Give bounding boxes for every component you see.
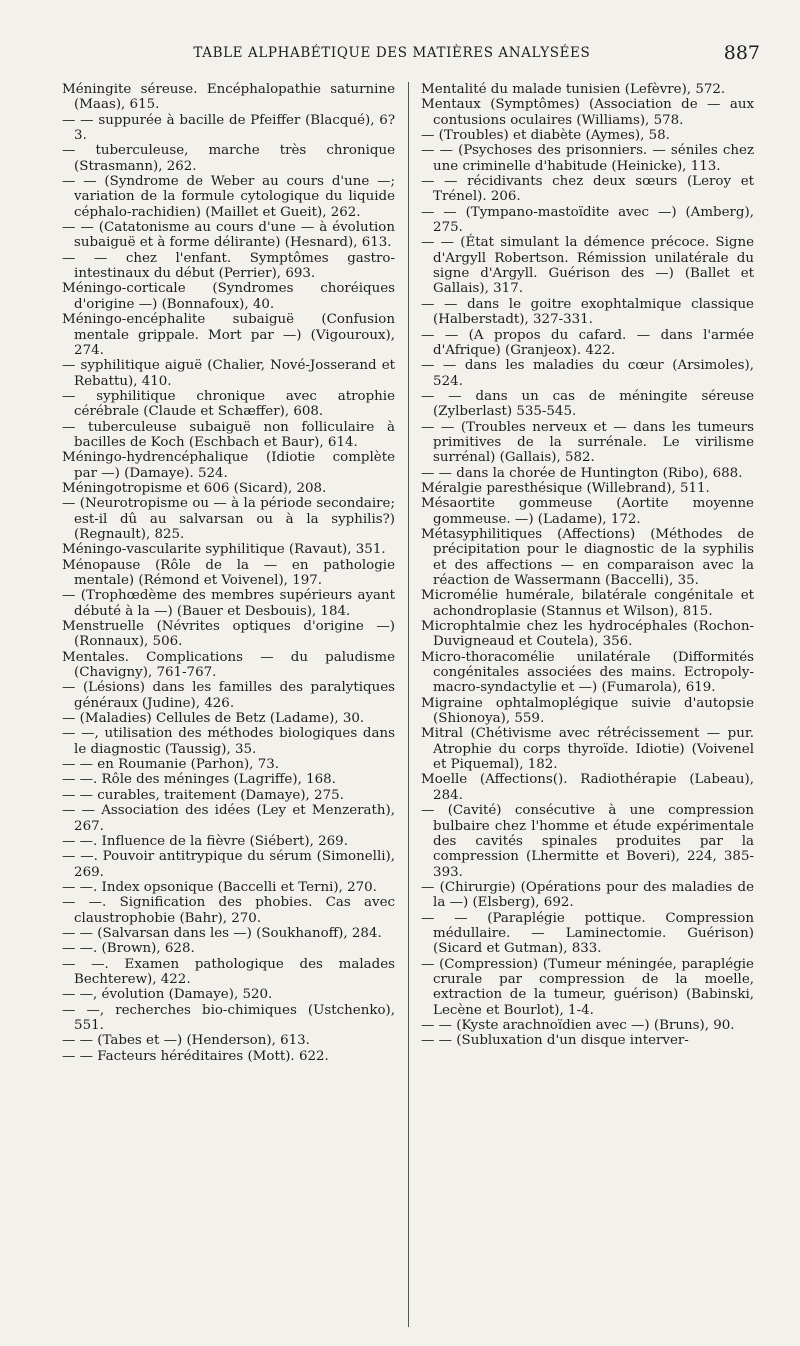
index-entry: Méningo-encéphalite subaiguë (Confusion mentale grippale. Mort par —) (Vigouroux), 274. <box>62 312 395 358</box>
index-entry: — tuberculeuse, marche très chronique (Strasmann), 262. <box>62 143 395 174</box>
index-entry: Méningo-hydrencéphalique (Idiotie complète par —) (Damaye). 524. <box>62 450 395 481</box>
index-entry: — —. Influence de la fièvre (Siébert), 269. <box>62 833 348 849</box>
index-entry: — — (Paraplégie pottique. Compression médullaire. — Laminectomie. Guérison) (Sicard et Gutman), 833. <box>421 910 754 957</box>
index-entry: — —, évolution (Damaye), 520. <box>62 987 273 1003</box>
index-entry: — syphilitique chronique avec atrophie cérébrale (Claude et Schæffer), 608. <box>62 388 395 420</box>
index-entry: — —. Signification des phobies. Cas avec claustrophobie (Bahr), 270. <box>62 895 395 926</box>
index-entry: — — (A propos du cafard. — dans l'armée d'Afrique) (Granjeox). 422. <box>421 327 754 358</box>
left-column <box>62 82 395 1064</box>
index-entry: Menstruelle (Névrites optiques d'origine —) (Ronnaux), 506. <box>62 619 395 650</box>
index-entry: — — suppurée à bacille de Pfeiffer (Blacqué), 6?3. <box>62 112 395 144</box>
index-entry: — — (Subluxation d'un disque interver- <box>421 1033 689 1049</box>
index-entry: Micromélie humérale, bilatérale congénitale et achondroplasie (Stannus et Wilson), 815. <box>421 588 754 619</box>
index-entry: Mentaux (Symptômes) (Association de — aux contusions oculaires (Williams), 578. <box>421 97 754 128</box>
page-header <box>60 38 760 68</box>
index-entry: Ménopause (Rôle de la — en pathologie mentale) (Rémond et Voivenel), 197. <box>62 557 395 588</box>
index-entry: Migraine ophtalmoplégique suivie d'autopsie (Shionoya), 559. <box>421 695 754 727</box>
index-entry: Méralgie paresthésique (Willebrand), 511. <box>421 480 710 496</box>
index-entry: — (Troubles) et diabète (Aymes), 58. <box>421 128 670 144</box>
index-entry: — —. Examen pathologique des malades Bechterew), 422. <box>62 956 395 987</box>
index-entry: Méningo-vascularite syphilitique (Ravaut), 351. <box>62 542 386 558</box>
index-entry: Mentales. Complications — du paludisme (Chavigny), 761-767. <box>62 649 395 681</box>
index-entry: — — dans un cas de méningite séreuse (Zylberlast) 535-545. <box>421 388 754 420</box>
index-entry: Méningotropisme et 606 (Sicard), 208. <box>62 480 327 496</box>
index-entry: — —, utilisation des méthodes biologiques dans le diagnostic (Taussig), 35. <box>62 726 395 757</box>
index-entry: Micro-thoracomélie unilatérale (Difformités congénitales associées des mains. Ectropoly-macro-syndactylie et —) (Fumarola), 619. <box>421 649 754 696</box>
index-entry: Moelle (Affections(). Radiothérapie (Labeau), 284. <box>421 772 754 803</box>
index-entry: Méningo-corticale (Syndromes choréiques d'origine —) (Bonnafoux), 40. <box>62 281 395 312</box>
index-entry: Mésaortite gommeuse (Aortite moyenne gommeuse. —) (Ladame), 172. <box>421 496 754 527</box>
index-entry: Méningite séreuse. Encéphalopathie saturnine (Maas), 615. <box>62 82 395 113</box>
index-entry: — (Cavité) consécutive à une compression bulbaire chez l'homme et étude expérimentale des cavités spinales produites par la compression (Lhermitte et Boveri), 224, 385-393. <box>421 803 754 880</box>
index-entry: — syphilitique aiguë (Chalier, Nové-Josserand et Rebattu), 410. <box>62 358 395 389</box>
index-entry: — — (État simulant la démence précoce. Signe d'Argyll Robertson. Rémission unilatérale du signe d'Argyll. Guérison des —) (Ballet et Gallais), 317. <box>421 235 754 297</box>
index-entry: — — (Kyste arachnoïdien avec —) (Bruns), 90. <box>421 1017 735 1033</box>
index-entry: — (Lésions) dans les familles des paralytiques généraux (Judine), 426. <box>62 680 395 711</box>
index-entry: — — (Syndrome de Weber au cours d'une —; variation de la formule cytologique du liquide céphalo-rachidien) (Maillet et Gueit), 262. <box>62 174 395 220</box>
index-entry: — (Chirurgie) (Opérations pour des maladies de la —) (Elsberg), 692. <box>421 879 754 911</box>
index-entry: — — (Troubles nerveux et — dans les tumeurs primitives de la surrénale. Le virilisme surrénal) (Gallais), 582. <box>421 419 754 466</box>
page-number: 887 <box>723 42 760 64</box>
index-entry: — — dans le goitre exophtalmique classique (Halberstadt), 327-331. <box>421 296 754 328</box>
index-entry: Métasyphilitiques (Affections) (Méthodes de précipitation pour le diagnostic de la syphilis et des affections — en comparaison avec la réaction de Wassermann (Baccelli), 35. <box>421 526 754 588</box>
running-title: TABLE ALPHABÉTIQUE DES MATIÈRES ANALYSÉES <box>193 45 591 61</box>
index-entry: — — curables, traitement (Damaye), 275. <box>62 787 344 803</box>
index-entry: — (Trophœdème des membres supérieurs ayant débuté à la —) (Bauer et Desbouis), 184. <box>62 588 395 619</box>
index-entry: — — (Tympano-mastoïdite avec —) (Amberg), 275. <box>421 204 754 236</box>
index-entry: — — Association des idées (Ley et Menzerath), 267. <box>62 803 395 834</box>
index-entry: — — en Roumanie (Parhon), 73. <box>62 757 279 773</box>
index-entry: — (Compression) (Tumeur méningée, paraplégie crurale par compression de la moelle, extraction de la tumeur, guérison) (Babinski, Lecène et Bourlot), 1-4. <box>421 956 754 1018</box>
index-entry: — — (Psychoses des prisonniers. — séniles chez une criminelle d'habitude (Heinicke), 113. <box>421 143 754 174</box>
index-entry: — — dans les maladies du cœur (Arsimoles), 524. <box>421 358 754 389</box>
index-entry: — (Neurotropisme ou — à la période secondaire; est-il dû au salvarsan ou à la syphilis?) (Regnault), 825. <box>62 496 395 542</box>
index-entry: Mitral (Chétivisme avec rétrécissement — pur. Atrophie du corps thyroïde. Idiotie) (Voivenel et Piquemal), 182. <box>421 726 754 773</box>
index-entry: — — (Salvarsan dans les —) (Soukhanoff), 284. <box>62 925 382 941</box>
index-entry: Microphtalmie chez les hydrocéphales (Rochon-Duvigneaud et Coutela), 356. <box>421 619 754 650</box>
index-entry: — — (Catatonisme au cours d'une — à évolution subaiguë et à forme délirante) (Hesnard), 613. <box>62 220 395 251</box>
index-entry: — tuberculeuse subaiguë non folliculaire à bacilles de Koch (Eschbach et Baur), 614. <box>62 419 395 450</box>
index-entry: — — récidivants chez deux sœurs (Leroy et Trénel). 206. <box>421 174 754 205</box>
index-entry: — —. Pouvoir antitrypique du sérum (Simonelli), 269. <box>62 849 395 880</box>
index-entry: — —. (Brown), 628. <box>62 941 195 957</box>
index-entry: — (Maladies) Cellules de Betz (Ladame), 30. <box>62 711 365 727</box>
index-entry: — —, recherches bio-chimiques (Ustchenko), 551. <box>62 1002 395 1033</box>
index-entry: — —. Rôle des méninges (Lagriffe), 168. <box>62 772 336 788</box>
index-entry: — —. Index opsonique (Baccelli et Terni), 270. <box>62 879 377 895</box>
index-entry: — — dans la chorée de Huntington (Ribo), 688. <box>421 465 743 481</box>
index-entry: — — (Tabes et —) (Henderson), 613. <box>62 1033 310 1049</box>
index-entry: — — Facteurs héréditaires (Mott). 622. <box>62 1048 329 1064</box>
column-divider <box>408 82 409 1327</box>
index-entry: — — chez l'enfant. Symptômes gastro-intestinaux du début (Perrier), 693. <box>62 250 395 282</box>
right-column <box>421 82 754 1049</box>
index-entry: Mentalité du malade tunisien (Lefèvre), 572. <box>421 82 726 97</box>
